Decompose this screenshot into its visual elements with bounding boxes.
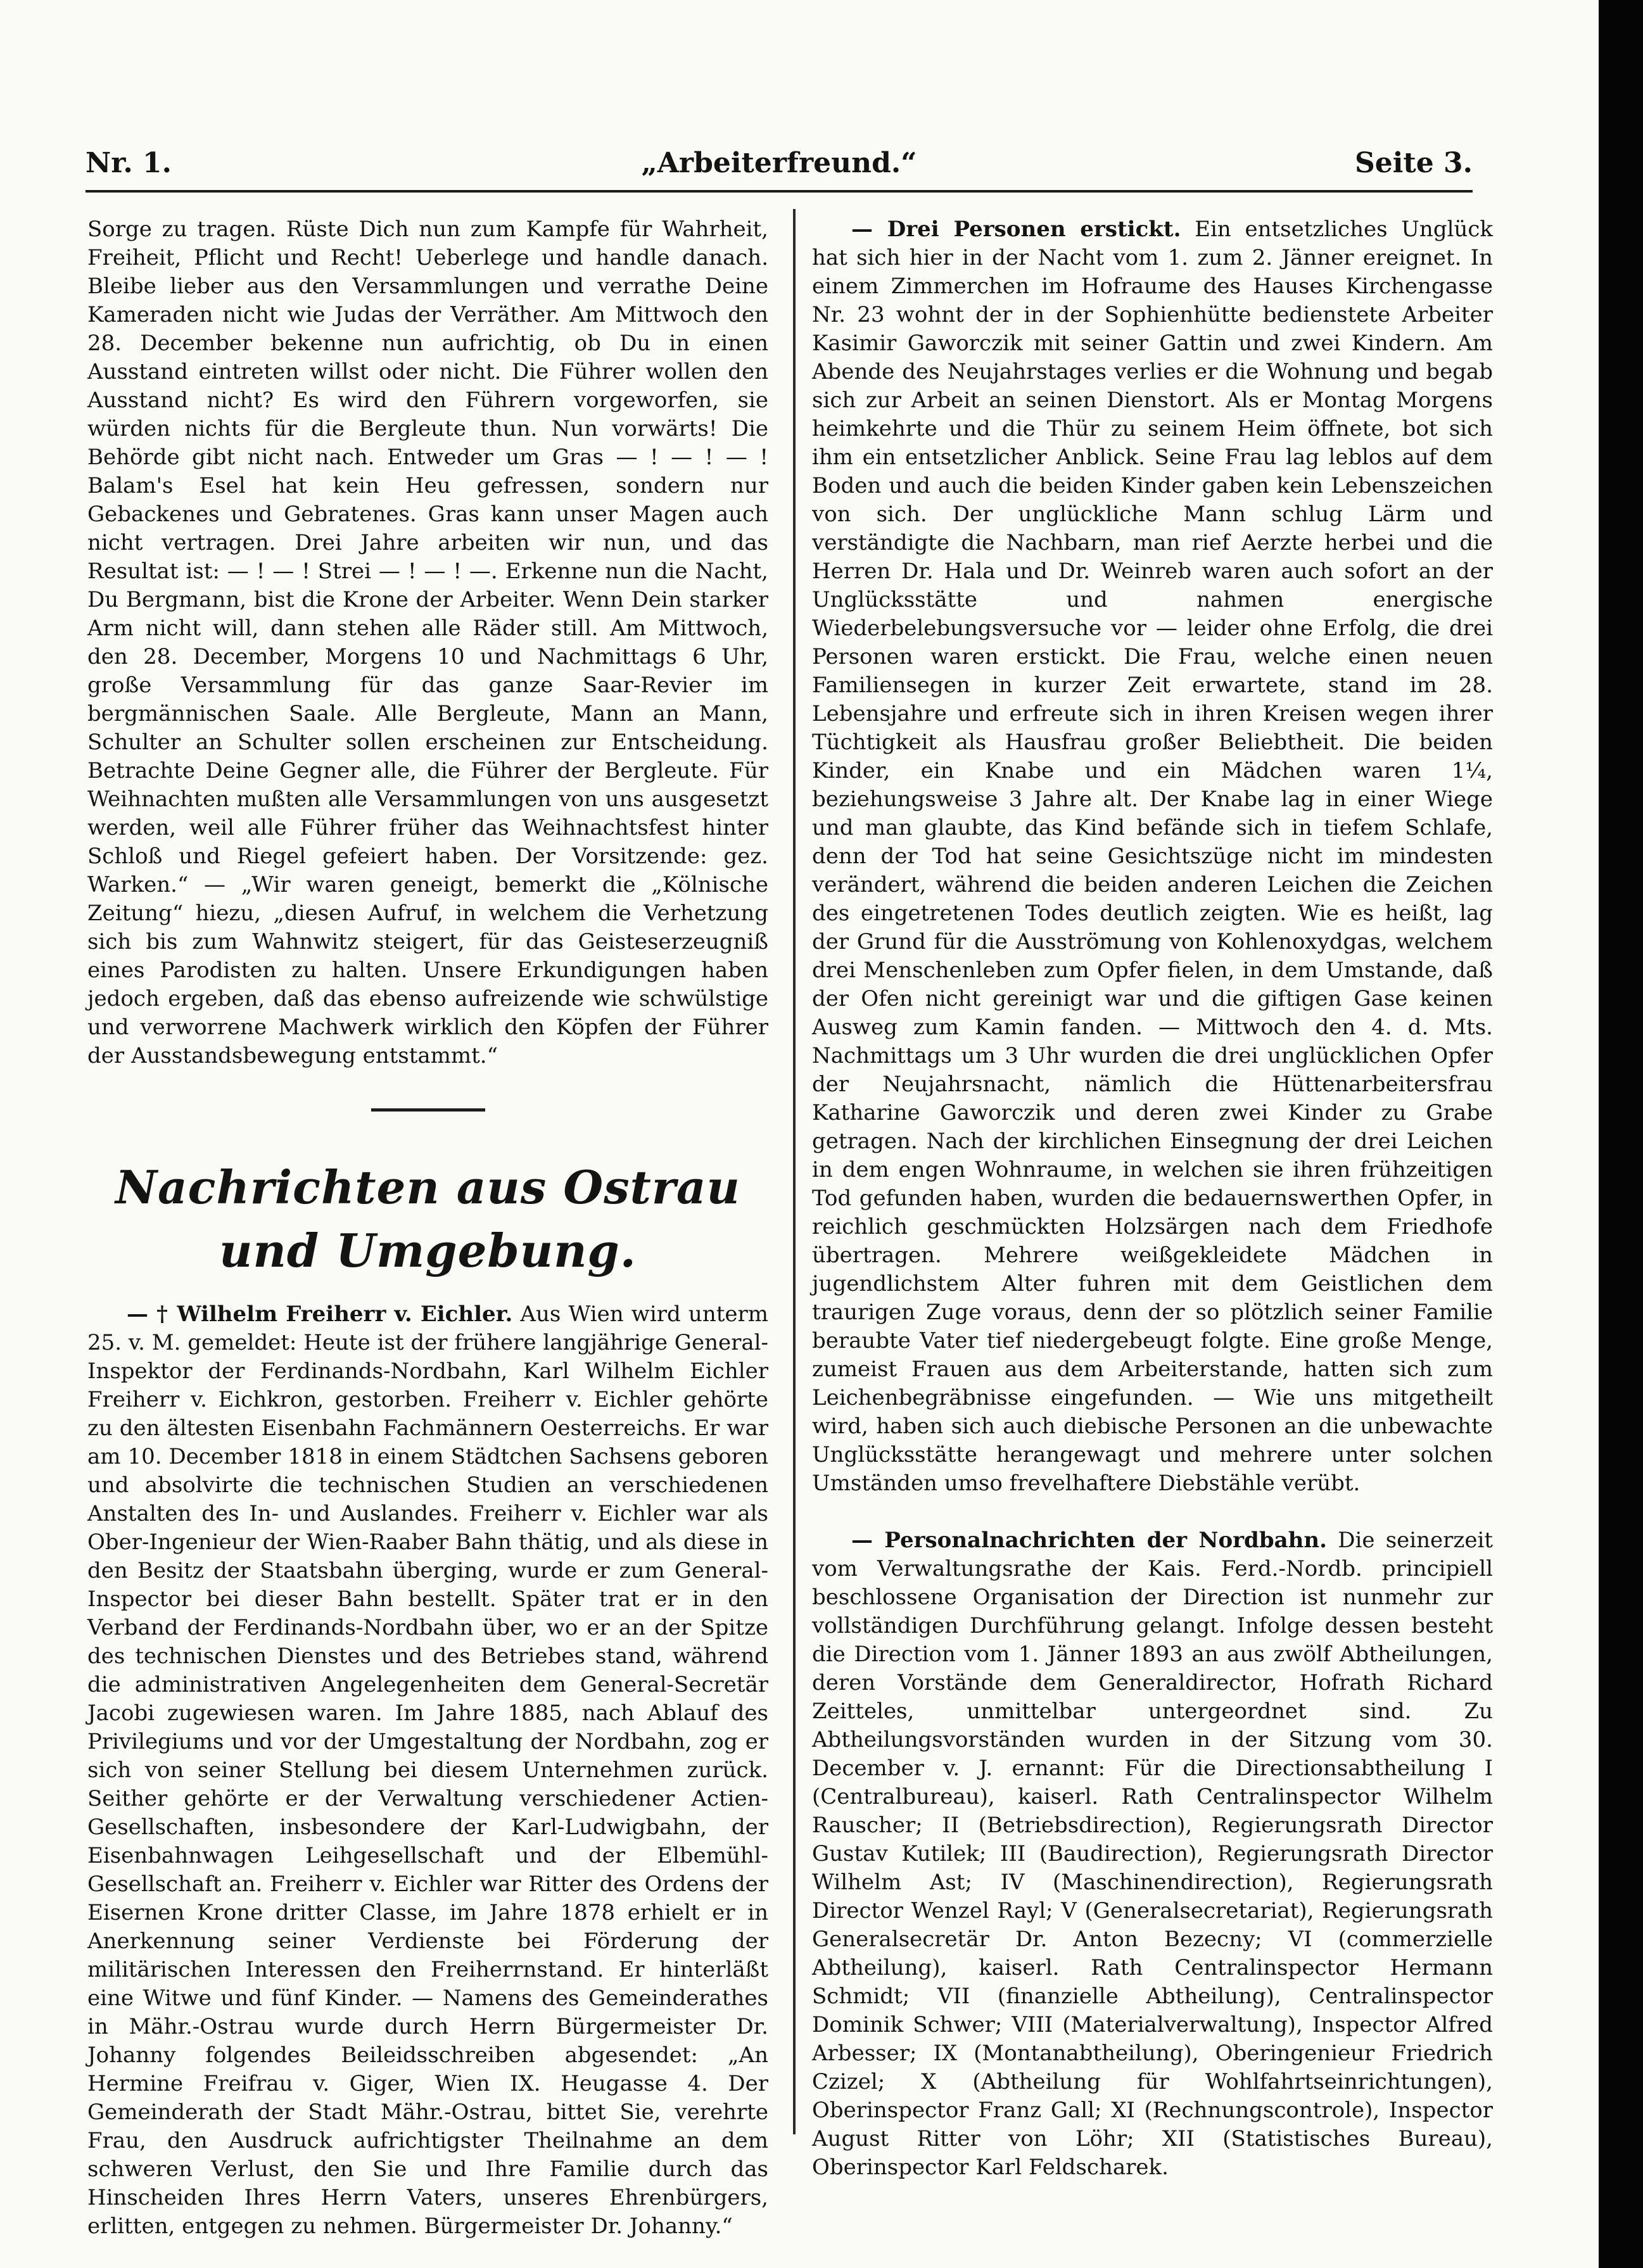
article-personal <box>812 1526 1493 2182</box>
left-column <box>87 215 768 2241</box>
scan-border <box>1599 0 1643 2268</box>
newspaper-title: „Arbeiterfreund.“ <box>641 147 917 179</box>
page-header <box>86 147 1473 191</box>
article-eichler <box>87 1300 768 2241</box>
article-personal-body: Die seinerzeit vom Verwaltungsrathe der Kais. Ferd.-Nordb. principiell beschlossene Organisation der Direction ist nunmehr zur vollständigen Durchführung gelangt. Infolge dessen besteht die Direction vom 1. Jänner 1893 an aus zwölf Abtheilungen, deren Vorstände dem Generaldirector, Hofrath Richard Zeitteles, unmittelbar untergeordnet sind. Zu Abtheilungsvorständen wurden in der Sitzung vom 30. December v. J. ernannt: Für die Directionsabtheilung I (Centralbureau), kaiserl. Rath Centralinspector Wilhelm Rauscher; II (Betriebsdirection), Regierungsrath Director Gustav Kutilek; III (Baudirection), Regierungsrath Director Wilhelm Ast; IV (Maschinendirection), Regierungsrath Director Wenzel Rayl; V (Generalsecretariat), Regierungsrath Generalsecretär Dr. Anton Bezecny; VI (commerzielle Abtheilung), kaiserl. Rath Centralinspector Hermann Schmidt; VII (finanzielle Abtheilung), Centralinspector Dominik Schwer; VIII (Materialverwaltung), Inspector Alfred Arbesser; IX (Montanabtheilung), Oberingenieur Friedrich Czizel; X (Abtheilung für Wohlfahrtseinrichtungen), Oberinspector Franz Gall; XI (Rechnungscontrole), Inspector August Ritter von Löhr; XII (Statistisches Bureau), Oberinspector Karl Feldscharek. <box>812 1528 1493 2180</box>
article-continuation: Sorge zu tragen. Rüste Dich nun zum Kampfe für Wahrheit, Freiheit, Pflicht und Recht! Ueberlege und handle danach. Bleibe lieber aus den Versammlungen und verrathe Deine Kameraden nicht wie Judas der Verräther. Am Mittwoch den 28. December bekenne nun aufrichtig, ob Du in einen Ausstand eintreten willst oder nicht. Die Führer wollen den Ausstand nicht? Es wird den Führern vorgeworfen, sie würden nichts für die Bergleute thun. Nun vorwärts! Die Behörde gibt nicht nach. Entweder um Gras — ! — ! — ! Balam's Esel hat kein Heu gefressen, sondern nur Gebackenes und Gebratenes. Gras kann unser Magen auch nicht vertragen. Drei Jahre arbeiten wir nun, und das Resultat ist: — ! — ! Strei — ! — ! —. Erkenne nun die Nacht, Du Bergmann, bist die Krone der Arbeiter. Wenn Dein starker Arm nicht will, dann stehen alle Räder still. Am Mittwoch, den 28. December, Morgens 10 und Nachmittags 6 Uhr, große Versammlung für das ganze Saar-Revier im bergmännischen Saale. Alle Bergleute, Mann an Mann, Schulter an Schulter sollen erscheinen zur Entscheidung. Betrachte Deine Gegner alle, die Führer der Bergleute. Für Weihnachten mußten alle Versammlungen von uns ausgesetzt werden, weil alle Führer früher das Weihnachtsfest hinter Schloß und Riegel gefeiert haben. Der Vorsitzende: gez. Warken.“ — „Wir waren geneigt, bemerkt die „Kölnische Zeitung“ hiezu, „diesen Aufruf, in welchem die Verhetzung sich bis zum Wahnwitz steigert, für das Geisteserzeugniß eines Parodisten zu halten. Unsere Erkundigungen haben jedoch ergeben, daß das ebenso aufreizende wie schwülstige und verworrene Machwerk wirklich den Köpfen der Führer der Ausstandsbewegung entstammt.“ <box>87 217 768 1068</box>
article-gap <box>812 1498 1493 1526</box>
article-eichler-title: — † Wilhelm Freiherr v. Eichler. <box>127 1302 513 1327</box>
right-column <box>812 215 1493 2182</box>
article-eichler-body: Aus Wien wird unterm 25. v. M. gemeldet: Heute ist der frühere langjährige General-Inspektor der Ferdinands-Nordbahn, Karl Wilhelm Eichler Freiherr v. Eichkron, gestorben. Freiherr v. Eichler gehörte zu den ältesten Eisenbahn Fachmännern Oesterreichs. Er war am 10. December 1818 in einem Städtchen Sachsens geboren und absolvirte die technischen Studien an verschiedenen Anstalten des In- und Auslandes. Freiherr v. Eichler war als Ober-Ingenieur der Wien-Raaber Bahn thätig, und als diese in den Besitz der Staatsbahn überging, wurde er zum General-Inspector bei dieser Bahn bestellt. Später trat er in den Verband der Ferdinands-Nordbahn über, wo er an der Spitze des technischen Dienstes und des Betriebes stand, während die administrativen Angelegenheiten dem General-Secretär Jacobi zugewiesen waren. Im Jahre 1885, nach Ablauf des Privilegiums und vor der Umgestaltung der Nordbahn, zog er sich von seiner Stellung bei diesem Unternehmen zurück. Seither gehörte er der Verwaltung verschiedener Actien-Gesellschaften, insbesondere der Karl-Ludwigbahn, der Eisenbahnwagen Leihgesellschaft und der Elbemühl-Gesellschaft an. Freiherr v. Eichler war Ritter des Ordens der Eisernen Krone dritter Classe, im Jahre 1878 erhielt er in Anerkennung seiner Verdienste bei Förderung der militärischen Interessen den Freiherrnstand. Er hinterläßt eine Witwe und fünf Kinder. — Namens des Gemeinderathes in Mähr.-Ostrau wurde durch Herrn Bürgermeister Dr. Johanny folgendes Beileidsschreiben abgesendet: „An Hermine Freifrau v. Giger, Wien IX. Heugasse 4. Der Gemeinderath der Stadt Mähr.-Ostrau, bittet Sie, verehrte Frau, den Ausdruck aufrichtigster Theilnahme an dem schweren Verlust, den Sie und Ihre Familie durch das Hinscheiden Ihres Herrn Vaters, unseres Ehrenbürgers, erlitten, entgegen zu nehmen. Bürgermeister Dr. Johanny.“ <box>87 1302 768 2239</box>
column-divider <box>793 209 796 2134</box>
header-rule <box>86 190 1473 193</box>
issue-number: Nr. 1. <box>86 147 172 179</box>
separator-rule <box>371 1108 485 1112</box>
article-persons <box>812 215 1493 1498</box>
article-persons-body: Ein entsetzliches Unglück hat sich hier in der Nacht vom 1. zum 2. Jänner ereignet. In einem Zimmerchen im Hofraume des Hauses Kirchengasse Nr. 23 wohnt der in der Sophienhütte bedienstete Arbeiter Kasimir Gaworczik mit seiner Gattin und zwei Kindern. Am Abende des Neujahrstages verlies er die Wohnung und begab sich zur Arbeit an seinen Dienstort. Als er Montag Morgens heimkehrte und die Thür zu seinem Heim öffnete, bot sich ihm ein entsetzlicher Anblick. Seine Frau lag leblos auf dem Boden und auch die beiden Kinder gaben kein Lebenszeichen von sich. Der unglückliche Mann schlug Lärm und verständigte die Nachbarn, man rief Aerzte herbei und die Herren Dr. Hala und Dr. Weinreb waren auch sofort an der Unglücksstätte und nahmen energische Wiederbelebungsversuche vor — leider ohne Erfolg, die drei Personen waren erstickt. Die Frau, welche einen neuen Familiensegen in kurzer Zeit erwartete, stand im 28. Lebensjahre und erfreute sich in ihren Kreisen wegen ihrer Tüchtigkeit als Hausfrau großer Beliebtheit. Die beiden Kinder, ein Knabe und ein Mädchen waren 1¼, beziehungsweise 3 Jahre alt. Der Knabe lag in einer Wiege und man glaubte, das Kind befände sich in tiefem Schlafe, denn der Tod hat seine Gesichtszüge nicht im mindesten verändert, während die beiden anderen Leichen die Zeichen des eingetretenen Todes deutlich zeigten. Wie es heißt, lag der Grund für die Ausströmung von Kohlenoxydgas, welchem drei Menschenleben zum Opfer fielen, in dem Umstande, daß der Ofen nicht gereinigt war und die giftigen Gase keinen Ausweg zum Kamin fanden. — Mittwoch den 4. d. Mts. Nachmittags um 3 Uhr wurden die drei unglücklichen Opfer der Neujahrsnacht, nämlich die Hüttenarbeitersfrau Katharine Gaworczik und deren zwei Kinder zu Grabe getragen. Nach der kirchlichen Einsegnung der drei Leichen in dem engen Wohnraume, in welchen sie ihren frühzeitigen Tod gefunden haben, wurden die bedauernswerthen Opfer, in reichlich geschmückten Holzsärgen nach dem Friedhofe übertragen. Mehrere weißgekleidete Mädchen in jugendlichstem Alter fuhren mit dem Geistlichen dem traurigen Zuge voraus, denn der so plötzlich seiner Familie beraubte Vater tief niedergebeugt folgte. Eine große Menge, zumeist Frauen aus dem Arbeiterstande, hatten sich zum Leichenbegräbnisse eingefunden. — Wie uns mitgetheilt wird, haben sich auch diebische Personen an die unbewachte Unglücksstätte herangewagt und mehrere unter solchen Umständen umso frevelhaftere Diebstähle verübt. <box>812 217 1493 1496</box>
article-personal-title: — Personalnachrichten der Nordbahn. <box>851 1528 1327 1553</box>
page-number: Seite 3. <box>1354 147 1473 179</box>
section-heading: Nachrichten aus Ostrau und Umgebung. <box>115 1160 740 1277</box>
article-persons-title: — Drei Personen erstickt. <box>851 217 1181 242</box>
